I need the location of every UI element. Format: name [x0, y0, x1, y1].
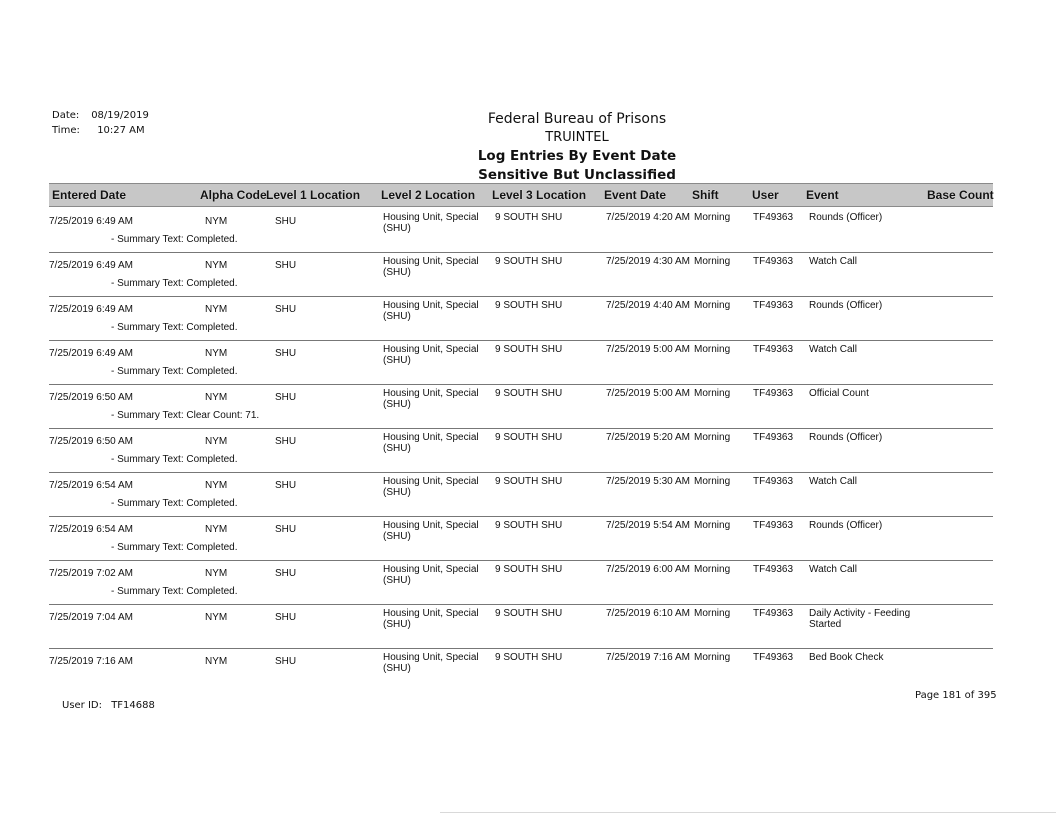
cell-level3-location: 9 SOUTH SHU — [495, 256, 563, 267]
cell-level1-location: SHU — [275, 568, 297, 579]
table-row — [49, 606, 993, 650]
row-divider — [49, 296, 993, 297]
cell-user: TF49363 — [753, 300, 794, 311]
cell-user: TF49363 — [753, 520, 794, 531]
cell-shift: Morning — [694, 432, 731, 443]
cell-shift: Morning — [694, 564, 731, 575]
cell-user: TF49363 — [753, 256, 794, 267]
cell-event-date: 7/25/2019 4:40 AM — [606, 300, 690, 311]
cell-event: Bed Book Check — [809, 652, 884, 663]
cell-alpha-code: NYM — [205, 612, 228, 623]
cell-event-date: 7/25/2019 4:30 AM — [606, 256, 690, 267]
cell-level3-location: 9 SOUTH SHU — [495, 388, 563, 399]
cell-level2-location: Housing Unit, Special (SHU) — [383, 520, 479, 542]
report-date — [52, 110, 149, 121]
cell-entered-date: 7/25/2019 6:49 AM — [49, 260, 133, 271]
cell-user: TF49363 — [753, 564, 794, 575]
cell-level2-location: Housing Unit, Special (SHU) — [383, 212, 479, 234]
cell-level2-location: Housing Unit, Special (SHU) — [383, 432, 479, 454]
cell-alpha-code: NYM — [205, 216, 228, 227]
col-level1-location: Level 1 Location — [266, 188, 361, 202]
col-event-date: Event Date — [604, 188, 667, 202]
col-entered-date: Entered Date — [52, 188, 127, 202]
cell-level2-location: Housing Unit, Special (SHU) — [383, 564, 479, 586]
cell-level3-location: 9 SOUTH SHU — [495, 652, 563, 663]
cell-level2-location: Housing Unit, Special (SHU) — [383, 608, 479, 630]
org-name: Federal Bureau of Prisons — [487, 111, 667, 127]
cell-alpha-code: NYM — [205, 656, 228, 667]
report-title: Log Entries By Event Date — [477, 148, 677, 164]
cell-alpha-code: NYM — [205, 524, 228, 535]
table-row — [49, 298, 993, 342]
row-divider — [49, 648, 993, 649]
cell-level1-location: SHU — [275, 612, 297, 623]
cell-alpha-code: NYM — [205, 304, 228, 315]
date-value: 08/19/2019 — [91, 110, 149, 121]
cell-level3-location: 9 SOUTH SHU — [495, 432, 563, 443]
table-header — [49, 183, 993, 207]
table-row — [49, 562, 993, 606]
cell-shift: Morning — [694, 476, 731, 487]
row-divider — [49, 516, 993, 517]
cell-alpha-code: NYM — [205, 392, 228, 403]
cell-level3-location: 9 SOUTH SHU — [495, 212, 563, 223]
cell-alpha-code: NYM — [205, 260, 228, 271]
cell-event: Rounds (Officer) — [809, 212, 883, 223]
cell-user: TF49363 — [753, 388, 794, 399]
cell-shift: Morning — [694, 212, 731, 223]
table-row — [49, 650, 993, 694]
cell-user: TF49363 — [753, 608, 794, 619]
cell-event-date: 7/25/2019 5:54 AM — [606, 520, 690, 531]
cell-level1-location: SHU — [275, 480, 297, 491]
cell-shift: Morning — [694, 388, 731, 399]
cell-event: Watch Call — [809, 564, 857, 575]
cell-event: Rounds (Officer) — [809, 432, 883, 443]
cell-event-date: 7/25/2019 7:16 AM — [606, 652, 690, 663]
scan-edge-line — [440, 812, 1056, 813]
cell-level2-location: Housing Unit, Special (SHU) — [383, 344, 479, 366]
cell-level3-location: 9 SOUTH SHU — [495, 344, 563, 355]
cell-alpha-code: NYM — [205, 436, 228, 447]
cell-event: Watch Call — [809, 476, 857, 487]
cell-level2-location: Housing Unit, Special (SHU) — [383, 300, 479, 322]
cell-event-date: 7/25/2019 5:20 AM — [606, 432, 690, 443]
table-row — [49, 342, 993, 386]
cell-shift: Morning — [694, 520, 731, 531]
cell-user: TF49363 — [753, 432, 794, 443]
cell-user: TF49363 — [753, 652, 794, 663]
col-level2-location: Level 2 Location — [381, 188, 476, 202]
cell-level2-location: Housing Unit, Special (SHU) — [383, 256, 479, 278]
cell-shift: Morning — [694, 652, 731, 663]
summary-text: - Summary Text: Completed. — [111, 454, 238, 465]
cell-shift: Morning — [694, 256, 731, 267]
cell-level1-location: SHU — [275, 656, 297, 667]
row-divider — [49, 604, 993, 605]
cell-entered-date: 7/25/2019 6:49 AM — [49, 348, 133, 359]
cell-level1-location: SHU — [275, 348, 297, 359]
cell-entered-date: 7/25/2019 6:49 AM — [49, 304, 133, 315]
table-row — [49, 386, 993, 430]
cell-entered-date: 7/25/2019 6:54 AM — [49, 524, 133, 535]
cell-event: Watch Call — [809, 256, 857, 267]
classification-label: Sensitive But Unclassified — [478, 166, 676, 183]
cell-entered-date: 7/25/2019 7:04 AM — [49, 612, 133, 623]
cell-level3-location: 9 SOUTH SHU — [495, 608, 563, 619]
row-divider — [49, 340, 993, 341]
cell-event-date: 7/25/2019 6:00 AM — [606, 564, 690, 575]
cell-level2-location: Housing Unit, Special (SHU) — [383, 388, 479, 410]
cell-user: TF49363 — [753, 212, 794, 223]
table-row — [49, 518, 993, 562]
page-number: Page 181 of 395 — [915, 690, 997, 701]
cell-entered-date: 7/25/2019 7:16 AM — [49, 656, 133, 667]
row-divider — [49, 428, 993, 429]
cell-alpha-code: NYM — [205, 480, 228, 491]
user-id-value: TF14688 — [111, 700, 155, 711]
cell-level1-location: SHU — [275, 436, 297, 447]
row-divider — [49, 252, 993, 253]
cell-level3-location: 9 SOUTH SHU — [495, 476, 563, 487]
summary-text: - Summary Text: Completed. — [111, 234, 238, 245]
cell-event-date: 7/25/2019 4:20 AM — [606, 212, 690, 223]
col-shift: Shift — [692, 188, 719, 202]
cell-shift: Morning — [694, 608, 731, 619]
col-user: User — [752, 188, 779, 202]
date-label: Date: — [52, 110, 80, 121]
cell-level1-location: SHU — [275, 392, 297, 403]
cell-entered-date: 7/25/2019 6:50 AM — [49, 436, 133, 447]
col-alpha-code: Alpha Code — [200, 188, 267, 202]
cell-level3-location: 9 SOUTH SHU — [495, 520, 563, 531]
cell-alpha-code: NYM — [205, 568, 228, 579]
cell-shift: Morning — [694, 344, 731, 355]
col-event: Event — [806, 188, 839, 202]
cell-event-date: 7/25/2019 6:10 AM — [606, 608, 690, 619]
summary-text: - Summary Text: Completed. — [111, 366, 238, 377]
summary-text: - Summary Text: Completed. — [111, 278, 238, 289]
cell-entered-date: 7/25/2019 6:54 AM — [49, 480, 133, 491]
cell-user: TF49363 — [753, 344, 794, 355]
cell-event: Watch Call — [809, 344, 857, 355]
cell-event: Official Count — [809, 388, 869, 399]
row-divider — [49, 472, 993, 473]
cell-level3-location: 9 SOUTH SHU — [495, 300, 563, 311]
cell-event-date: 7/25/2019 5:00 AM — [606, 388, 690, 399]
cell-level2-location: Housing Unit, Special (SHU) — [383, 652, 479, 674]
summary-text: - Summary Text: Completed. — [111, 498, 238, 509]
table-row — [49, 210, 993, 254]
cell-level2-location: Housing Unit, Special (SHU) — [383, 476, 479, 498]
system-name: TRUINTEL — [545, 129, 609, 145]
summary-text: - Summary Text: Completed. — [111, 542, 238, 553]
cell-user: TF49363 — [753, 476, 794, 487]
cell-event: Daily Activity - Feeding Started — [809, 608, 911, 630]
time-label: Time: — [52, 125, 80, 136]
cell-entered-date: 7/25/2019 6:50 AM — [49, 392, 133, 403]
cell-event-date: 7/25/2019 5:00 AM — [606, 344, 690, 355]
report-title-block — [372, 110, 782, 184]
table-row — [49, 474, 993, 518]
cell-event: Rounds (Officer) — [809, 520, 883, 531]
row-divider — [49, 384, 993, 385]
cell-entered-date: 7/25/2019 7:02 AM — [49, 568, 133, 579]
table-row — [49, 254, 993, 298]
cell-level1-location: SHU — [275, 524, 297, 535]
user-id — [62, 700, 155, 711]
cell-level1-location: SHU — [275, 304, 297, 315]
cell-entered-date: 7/25/2019 6:49 AM — [49, 216, 133, 227]
cell-alpha-code: NYM — [205, 348, 228, 359]
col-base-count: Base Count — [927, 188, 994, 202]
cell-shift: Morning — [694, 300, 731, 311]
report-time — [52, 125, 145, 136]
cell-event-date: 7/25/2019 5:30 AM — [606, 476, 690, 487]
row-divider — [49, 560, 993, 561]
cell-level1-location: SHU — [275, 260, 297, 271]
time-value: 10:27 AM — [97, 125, 145, 136]
col-level3-location: Level 3 Location — [492, 188, 587, 202]
summary-text: - Summary Text: Completed. — [111, 586, 238, 597]
cell-level1-location: SHU — [275, 216, 297, 227]
cell-event: Rounds (Officer) — [809, 300, 883, 311]
user-id-label: User ID: — [62, 700, 102, 711]
cell-level3-location: 9 SOUTH SHU — [495, 564, 563, 575]
summary-text: - Summary Text: Clear Count: 71. — [111, 410, 260, 421]
table-row — [49, 430, 993, 474]
summary-text: - Summary Text: Completed. — [111, 322, 238, 333]
